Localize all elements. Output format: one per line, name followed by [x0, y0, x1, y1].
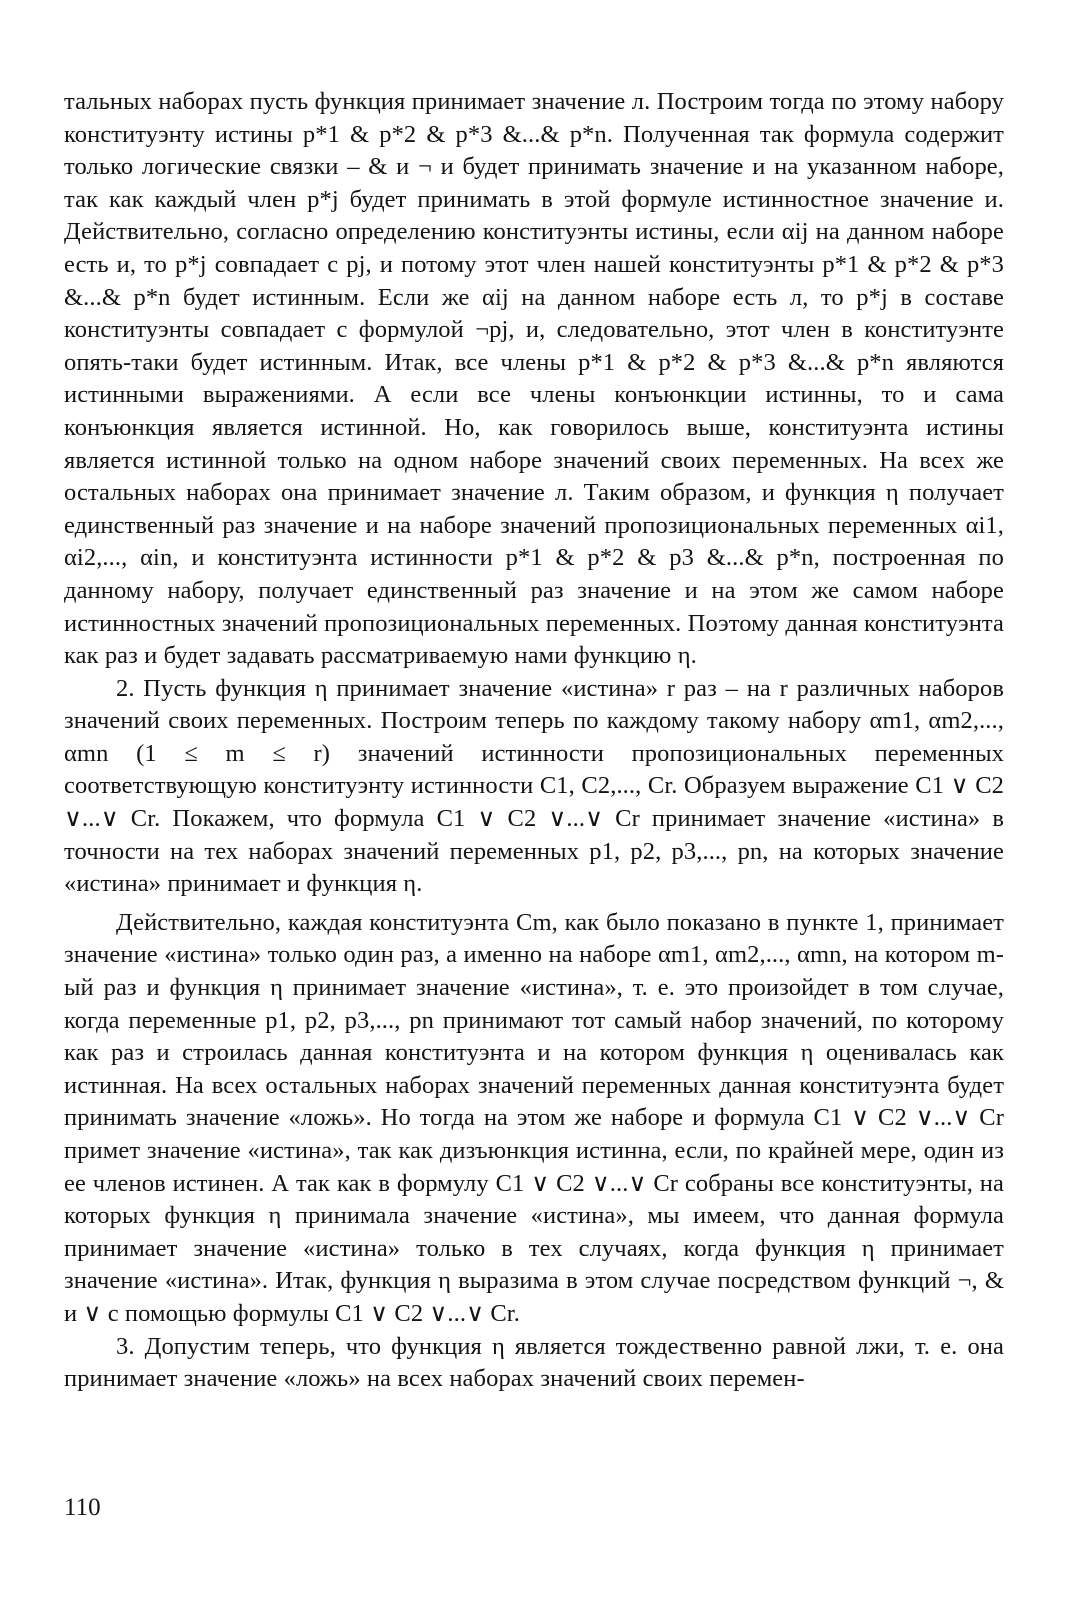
- paragraph-case-2: 2. Пусть функция η принимает значение «истина» r раз – на r различных наборов значений своих переменных. Построим теперь по каждому такому набору αm1, αm2,..., αmn (1 ≤ m ≤ r) значений истинности пропозициональных переменных соответствующую конституэнту истинности C1, C2,..., Cr. Образуем выражение C1 ∨ C2 ∨...∨ Cr. Покажем, что формула C1 ∨ C2 ∨...∨ Cr принимает значение «истина» в точности на тех наборах значений переменных p1, p2, p3,..., pn, на которых значение «истина» принимает и функция η.: [64, 674, 1004, 898]
- page-number: 110: [64, 1494, 101, 1521]
- paragraph-case-3: 3. Допустим теперь, что функция η является тождественно равной лжи, т. е. она принимает значение «ложь» на всех наборах значений своих перемен-: [64, 1332, 1004, 1393]
- paragraph-proof: Действительно, каждая конституэнта Cm, как было показано в пункте 1, принимает значение «истина» только один раз, а именно на наборе αm1, αm2,..., αmn, на котором m-ый раз и функция η принимает значение «истина», т. е. это произойдет в том случае, когда переменные p1, p2, p3,..., pn принимают тот самый набор значений, по которому как раз и строилась данная конституэнта и на котором функция η оценивалась как истинная. На всех остальных наборах значений переменных данная конституэнта будет принимать значение «ложь». Но тогда на этом же наборе и формула C1 ∨ C2 ∨...∨ Cr примет значение «истина», так как дизъюнкция истинна, если, по крайней мере, один из ее членов истинен. А так как в формулу C1 ∨ C2 ∨...∨ Cr собраны все конституэнты, на которых функция η принимала значение «истина», мы имеем, что данная формула принимает значение «истина» только в тех случаях, когда функция η принимает значение «истина». Итак, функция η выразима в этом случае посредством функций ¬, & и ∨ с помощью формулы C1 ∨ C2 ∨...∨ Cr.: [64, 908, 1004, 1327]
- paragraph-continuation: тальных наборах пусть функция принимает значение л. Построим тогда по этому набору конституэнту истины p*1 & p*2 & p*3 &...& p*n. Полученная так формула содержит только логические связки – & и ¬ и будет принимать значение и на указанном наборе, так как каждый член p*j будет принимать в этой формуле истинностное значение и. Действительно, согласно определению конституэнты истины, если αij на данном наборе есть и, то p*j совпадает с pj, и потому этот член нашей конституэнты p*1 & p*2 & p*3 &...& p*n будет истинным. Если же αij на данном наборе есть л, то p*j в составе конституэнты совпадает с формулой ¬pj, и, следовательно, этот член в конституэнте опять-таки будет истинным. Итак, все члены p*1 & p*2 & p*3 &...& p*n являются истинными выражениями. А если все члены конъюнкции истинны, то и сама конъюнкция является истинной. Но, как говорилось выше, конституэнта истины является истинной только на одном наборе значений своих переменных. На всех же остальных наборах она принимает значение л. Таким образом, и функция η получает единственный раз значение и на наборе значений пропозициональных переменных αi1, αi2,..., αin, и конституэнта истинности p*1 & p*2 & p3 &...& p*n, построенная по данному набору, получает единственный раз значение и на этом же самом наборе истинностных значений пропозициональных переменных. Поэтому данная конституэнта как раз и будет задавать рассматриваемую нами функцию η.: [64, 88, 1004, 670]
- page-body: [64, 86, 1004, 1396]
